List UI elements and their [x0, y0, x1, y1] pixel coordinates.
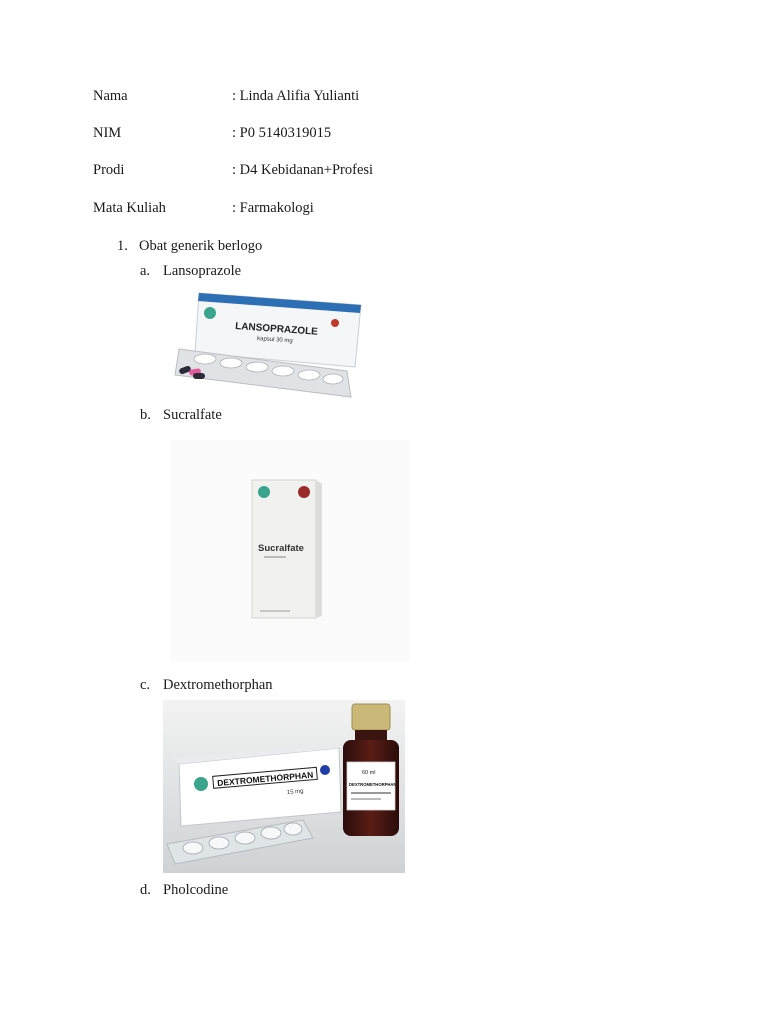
box-strength-text: 15 mg	[286, 788, 304, 796]
box-brand-text: Sucralfate	[258, 543, 304, 554]
mark-icon	[320, 765, 330, 775]
info-value: : Farmakologi	[232, 200, 314, 216]
generic-logo-icon	[194, 777, 208, 791]
generic-logo-icon	[204, 307, 216, 319]
list-item-lansoprazole	[140, 261, 241, 281]
bottle-cap	[352, 704, 390, 730]
bottle-volume-text: 60 ml	[362, 770, 376, 776]
item-name: Dextromethorphan	[163, 677, 273, 693]
sucralfate-photo	[170, 440, 410, 662]
item-name: Pholcodine	[163, 882, 229, 898]
dextromethorphan-illustration	[163, 700, 405, 873]
box-brand-text: LANSOPRAZOLE	[234, 321, 319, 338]
item-name: Lansoprazole	[163, 263, 242, 279]
list-item-sucralfate	[140, 405, 222, 425]
bottle-label-text: DEXTROMETHORPHAN	[349, 782, 397, 787]
list-number: 1.	[117, 238, 128, 254]
box-brand-text: DEXTROMETHORPHAN	[216, 769, 314, 788]
item-letter: b.	[140, 407, 151, 423]
list-item-pholcodine	[140, 880, 228, 900]
item-name: Sucralfate	[163, 407, 222, 423]
item-letter: d.	[140, 882, 151, 898]
dextromethorphan-photo	[163, 700, 405, 873]
prescription-mark-icon	[331, 319, 339, 327]
info-value: : Linda Alifia Yulianti	[232, 88, 360, 104]
info-value: : P0 5140319015	[232, 125, 332, 141]
list-title: Obat generik berlogo	[139, 238, 263, 254]
info-value: : D4 Kebidanan+Profesi	[232, 162, 374, 178]
generic-logo-icon	[258, 486, 270, 498]
lansoprazole-illustration	[165, 287, 365, 400]
info-label: Mata Kuliah	[93, 200, 166, 216]
item-letter: a.	[140, 263, 151, 279]
info-label: Nama	[93, 88, 128, 104]
prescription-mark-icon	[298, 486, 310, 498]
info-label: Prodi	[93, 162, 125, 178]
box-strength-text: kapsul 30 mg	[256, 336, 293, 345]
lansoprazole-photo	[165, 287, 365, 400]
list-item-dextromethorphan	[140, 675, 273, 695]
info-label: NIM	[93, 125, 122, 141]
sucralfate-illustration	[170, 440, 410, 662]
item-letter: c.	[140, 677, 151, 693]
list-heading	[117, 236, 262, 256]
